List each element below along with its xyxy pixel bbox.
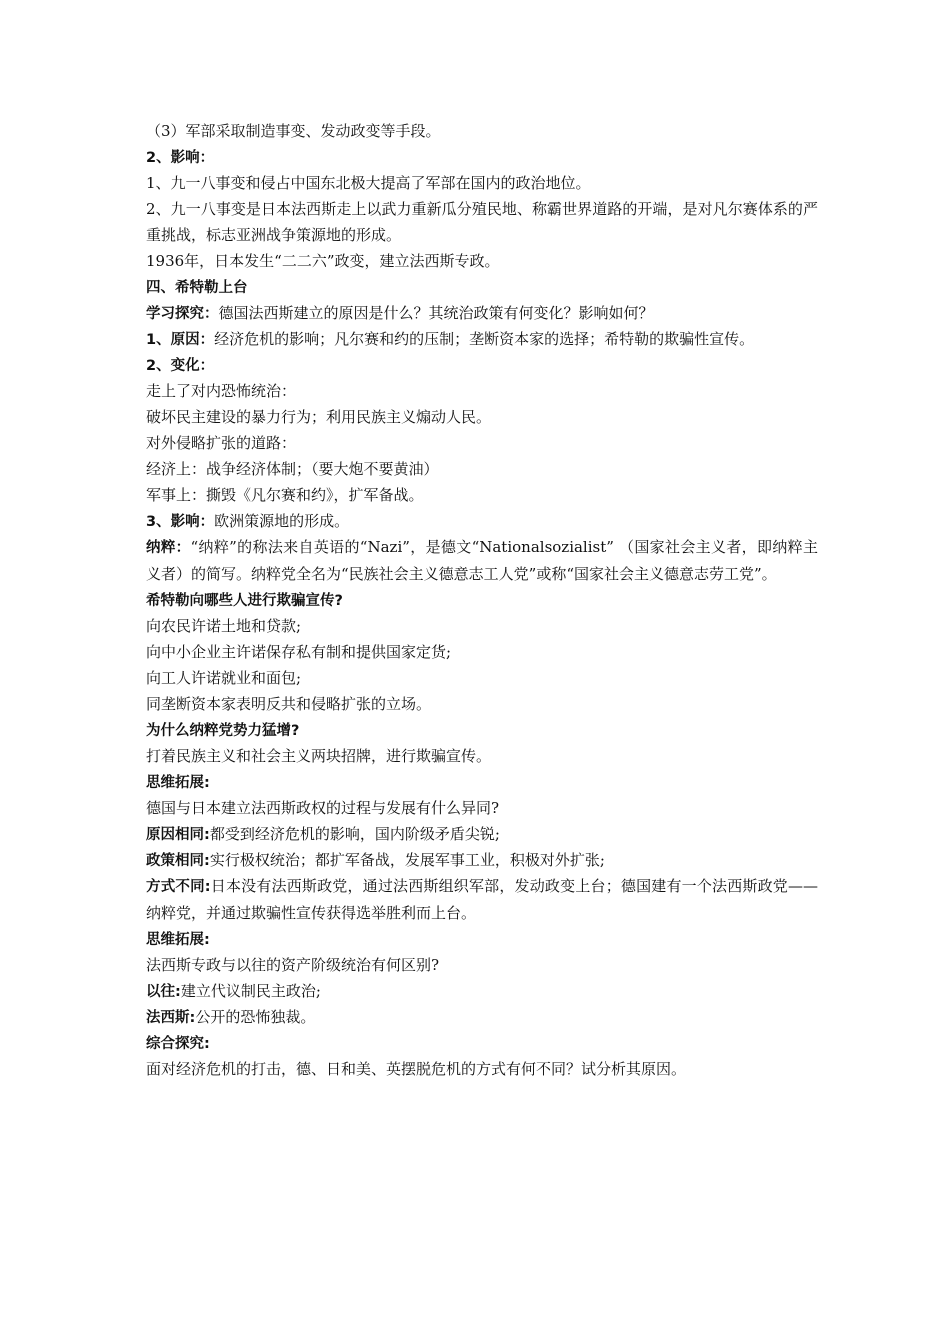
paragraph <box>146 456 818 482</box>
paragraph-text: 经济危机的影响；凡尔赛和约的压制；垄断资本家的选择；希特勒的欺骗性宣传。 <box>214 330 755 348</box>
paragraph-text: 欧洲策源地的形成。 <box>214 512 350 530</box>
label-text: 法西斯: <box>146 1010 196 1026</box>
paragraph <box>146 639 818 665</box>
paragraph-text: 1936年，日本发生“二二六”政变，建立法西斯专政。 <box>146 252 500 270</box>
paragraph-text: 德国与日本建立法西斯政权的过程与发展有什么异同? <box>146 799 500 817</box>
section-heading <box>146 1030 818 1056</box>
label-text: 3、影响： <box>146 514 215 530</box>
heading-text: 希特勒向哪些人进行欺骗宣传? <box>146 593 343 609</box>
paragraph-text: （3）军部采取制造事变、发动政变等手段。 <box>146 122 441 140</box>
section-heading <box>146 769 818 795</box>
section-heading <box>146 717 818 743</box>
paragraph <box>146 196 818 248</box>
paragraph-text: 向工人许诺就业和面包; <box>146 669 302 687</box>
section-heading <box>146 144 818 170</box>
section-heading <box>146 587 818 613</box>
paragraph-text: 军事上：撕毁《凡尔赛和约》，扩军备战。 <box>146 486 424 504</box>
paragraph <box>146 300 818 326</box>
section-heading <box>146 352 818 378</box>
paragraph <box>146 743 818 769</box>
heading-text: 综合探究: <box>146 1036 210 1052</box>
paragraph-text: 经济上：战争经济体制；（要大炮不要黄油） <box>146 460 439 478</box>
paragraph <box>146 873 818 926</box>
label-text: 1、原因： <box>146 332 215 348</box>
paragraph-text: 破坏民主建设的暴力行为；利用民族主义煽动人民。 <box>146 408 492 426</box>
paragraph <box>146 430 818 456</box>
paragraph-text: 法西斯专政与以往的资产阶级统治有何区别? <box>146 956 440 974</box>
paragraph-text: 对外侵略扩张的道路： <box>146 434 297 452</box>
paragraph <box>146 821 818 847</box>
paragraph-text: 面对经济危机的打击，德、日和美、英摆脱危机的方式有何不同？试分析其原因。 <box>146 1060 687 1078</box>
paragraph-text: 德国法西斯建立的原因是什么？其统治政策有何变化？影响如何？ <box>218 304 654 322</box>
paragraph <box>146 482 818 508</box>
section-heading <box>146 274 818 300</box>
paragraph-text: 日本没有法西斯政党，通过法西斯组织军部，发动政变上台；德国建有一个法西斯政党——纳粹党，并通过欺骗性宣传获得选举胜利而上台。 <box>146 877 818 922</box>
paragraph-text: 2、九一八事变是日本法西斯走上以武力重新瓜分殖民地、称霸世界道路的开端，是对凡尔赛体系的严重挑战，标志亚洲战争策源地的形成。 <box>146 200 818 244</box>
paragraph <box>146 691 818 717</box>
paragraph-text: “纳粹”的称法来自英语的“Nazi”，是德文“Nationalsozialist” （国家社会主义者，即纳粹主义者）的简写。纳粹党全名为“民族社会主义德意志工人党”或称“国家社会主义德意志劳工党”。 <box>146 538 818 583</box>
heading-text: 为什么纳粹党势力猛增? <box>146 723 300 739</box>
paragraph-text: 公开的恐怖独裁。 <box>195 1008 316 1026</box>
heading-text: 2、变化： <box>146 358 215 374</box>
label-text: 政策相同: <box>146 853 210 869</box>
paragraph-text: 实行极权统治；都扩军备战，发展军事工业，积极对外扩张; <box>209 851 605 869</box>
paragraph <box>146 665 818 691</box>
paragraph-text: 走上了对内恐怖统治： <box>146 382 297 400</box>
label-text: 方式不同: <box>146 879 211 895</box>
paragraph-text: 同垄断资本家表明反共和侵略扩张的立场。 <box>146 695 432 713</box>
label-text: 学习探究： <box>146 306 219 322</box>
paragraph <box>146 248 818 274</box>
paragraph <box>146 978 818 1004</box>
label-text: 原因相同: <box>146 827 210 843</box>
paragraph <box>146 847 818 873</box>
paragraph <box>146 326 818 352</box>
paragraph <box>146 508 818 534</box>
heading-text: 2、影响： <box>146 150 215 166</box>
paragraph <box>146 1056 818 1082</box>
heading-text: 思维拓展: <box>146 775 210 791</box>
paragraph-text: 建立代议制民主政治; <box>180 982 321 1000</box>
paragraph <box>146 952 818 978</box>
paragraph <box>146 118 818 144</box>
paragraph <box>146 378 818 404</box>
paragraph <box>146 170 818 196</box>
label-text: 以往: <box>146 984 181 1000</box>
paragraph-text: 向农民许诺土地和贷款; <box>146 617 302 635</box>
heading-text: 思维拓展: <box>146 932 210 948</box>
paragraph <box>146 1004 818 1030</box>
paragraph <box>146 795 818 821</box>
paragraph <box>146 404 818 430</box>
paragraph-text: 打着民族主义和社会主义两块招牌，进行欺骗宣传。 <box>146 747 492 765</box>
label-text: 纳粹： <box>146 540 191 556</box>
paragraph-text: 向中小企业主许诺保存私有制和提供国家定货; <box>146 643 452 661</box>
heading-text: 四、希特勒上台 <box>146 280 248 296</box>
paragraph-text: 都受到经济危机的影响，国内阶级矛盾尖锐; <box>209 825 500 843</box>
document-body <box>146 118 818 1082</box>
paragraph-text: 1、九一八事变和侵占中国东北极大提高了军部在国内的政治地位。 <box>146 174 591 192</box>
paragraph <box>146 534 818 587</box>
paragraph <box>146 613 818 639</box>
section-heading <box>146 926 818 952</box>
